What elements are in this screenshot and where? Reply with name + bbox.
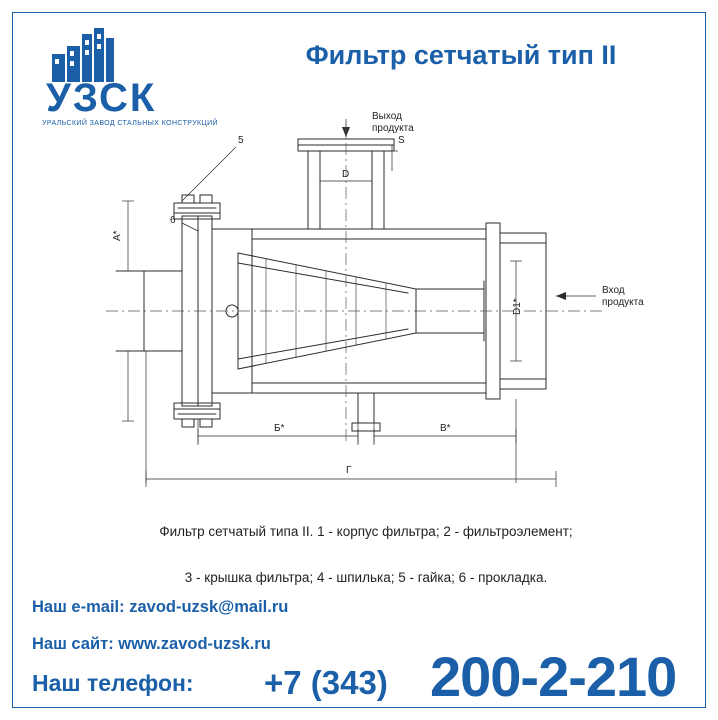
- label-outlet-line1: Выход: [372, 111, 402, 122]
- caption-line-2: 3 - крышка фильтра; 4 - шпилька; 5 - гайка; 6 - прокладка.: [184, 570, 548, 585]
- logo-wordmark: УЗСК: [46, 76, 157, 120]
- label-inlet-line2: продукта: [602, 297, 644, 308]
- figure-caption: [46, 521, 686, 589]
- email-contact[interactable]: [32, 598, 288, 617]
- label-s: S: [398, 135, 405, 146]
- company-logo: [32, 28, 222, 127]
- website-contact[interactable]: [32, 635, 271, 654]
- site-label: Наш сайт:: [32, 635, 114, 653]
- label-g: Г: [346, 465, 352, 476]
- phone-label: Наш телефон:: [32, 670, 194, 696]
- label-outlet-line2: продукта: [372, 123, 414, 134]
- caption-line-1: Фильтр сетчатый типа II. 1 - корпус фильтра; 2 - фильтроэлемент;: [159, 524, 573, 539]
- site-value[interactable]: www.zavod-uzsk.ru: [118, 635, 271, 653]
- label-pos-5: 5: [238, 135, 244, 146]
- label-b: Б*: [274, 423, 285, 434]
- page-title: Фильтр сетчатый тип II: [305, 40, 617, 70]
- label-d: D: [342, 169, 350, 180]
- label-a: А*: [112, 230, 123, 241]
- factory-icon: [52, 28, 114, 82]
- technical-drawing: [86, 111, 646, 511]
- phone-area-code: +7 (343): [264, 664, 388, 701]
- label-d1: D1*: [512, 298, 523, 315]
- label-inlet-line1: Вход: [602, 285, 625, 296]
- email-value[interactable]: zavod-uzsk@mail.ru: [129, 598, 289, 616]
- label-v: В*: [440, 423, 451, 434]
- phone-number[interactable]: 200-2-210: [430, 645, 677, 708]
- logo-tagline: УРАЛЬСКИЙ ЗАВОД СТАЛЬНЫХ КОНСТРУКЦИЙ: [42, 120, 218, 127]
- label-pos-6: 6: [170, 215, 176, 226]
- email-label: Наш e-mail:: [32, 598, 125, 616]
